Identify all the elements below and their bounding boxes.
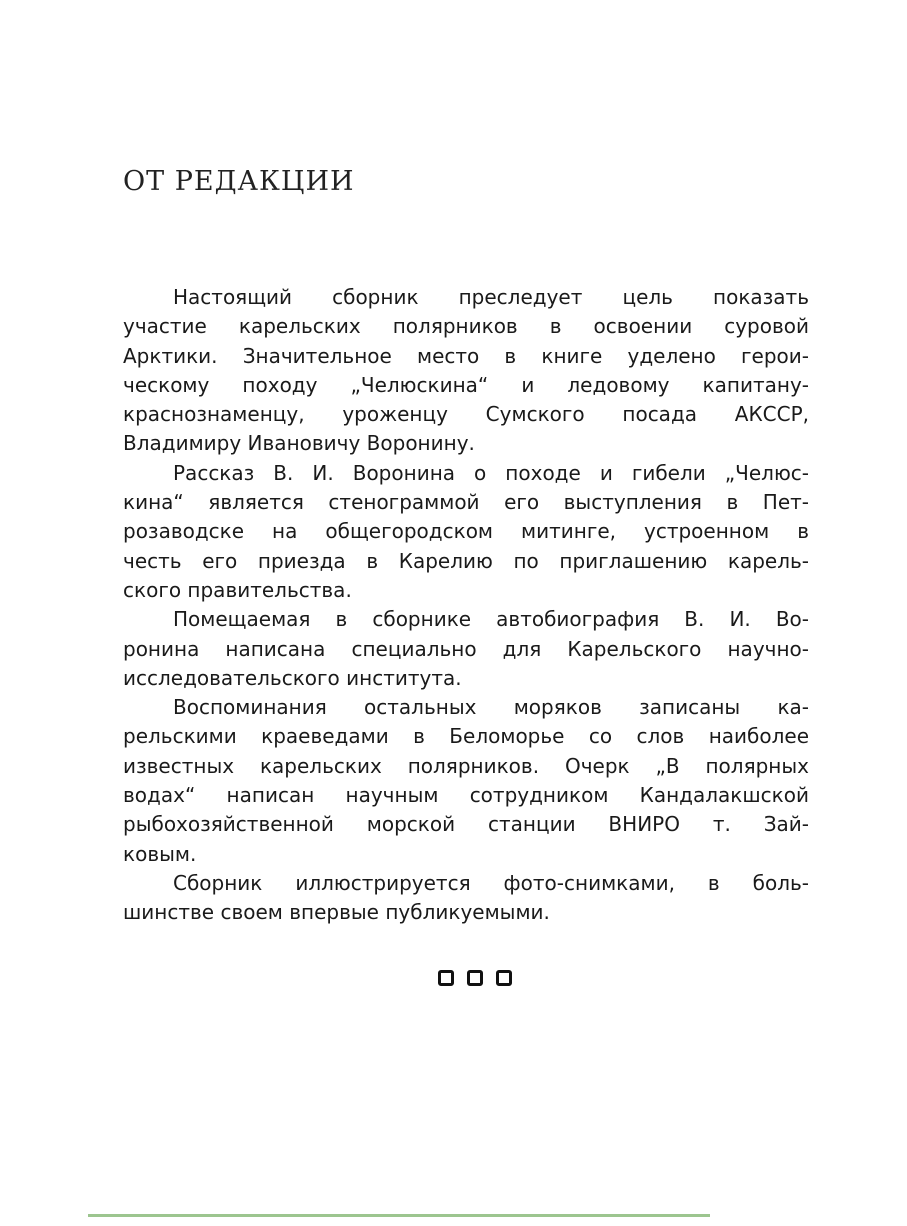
- text-line: ского правительства.: [123, 577, 352, 602]
- text-line: кина“ является стенограммой его выступления в Пет-: [123, 490, 809, 515]
- paragraph: [123, 693, 809, 869]
- text-line: Помещаемая в сборнике автобиография В. И. Во-: [173, 607, 809, 632]
- paragraph: [123, 869, 809, 928]
- text-line: водах“ написан научным сотрудником Кандалакшской: [123, 783, 809, 808]
- text-line: участие карельских полярников в освоении суровой: [123, 314, 809, 339]
- text-line: известных карельских полярников. Очерк „В полярных: [123, 753, 809, 778]
- ornament-square-icon: [496, 970, 512, 986]
- text-line: шинстве своем впервые публикуемыми.: [123, 900, 550, 925]
- text-line: ческому походу „Челюскина“ и ледовому капитану-: [123, 372, 809, 397]
- ornament-square-icon: [467, 970, 483, 986]
- paragraph: [123, 459, 809, 605]
- editorial-text: [123, 283, 809, 928]
- text-line: рельскими краеведами в Беломорье со слов наиболее: [123, 724, 809, 749]
- text-line: честь его приезда в Карелию по приглашению карель-: [123, 548, 809, 573]
- text-line: исследовательского института.: [123, 665, 462, 690]
- text-line: Сборник иллюстрируется фото-снимками, в боль-: [173, 870, 809, 895]
- paragraph: [123, 605, 809, 693]
- text-line: ковым.: [123, 841, 197, 866]
- ornament-divider: [438, 970, 512, 986]
- paragraph: [123, 283, 809, 459]
- text-line: Воспоминания остальных моряков записаны ка-: [173, 695, 809, 720]
- text-line: рыбохозяйственной морской станции ВНИРО т. Зай-: [123, 812, 809, 837]
- text-line: Арктики. Значительное место в книге уделено герои-: [123, 343, 809, 368]
- text-line: Владимиру Ивановичу Воронину.: [123, 431, 475, 456]
- text-line: розаводске на общегородском митинге, устроенном в: [123, 519, 809, 544]
- ornament-square-icon: [438, 970, 454, 986]
- text-line: Рассказ В. И. Воронина о походе и гибели „Челюс-: [173, 460, 809, 485]
- text-line: краснознаменцу, уроженцу Сумского посада АКССР,: [123, 402, 809, 427]
- text-line: ронина написана специально для Карельского научно-: [123, 636, 809, 661]
- page-title: ОТ РЕДАКЦИИ: [123, 166, 355, 198]
- text-line: Настоящий сборник преследует цель показать: [173, 285, 809, 309]
- page-edge-line: [88, 1214, 710, 1217]
